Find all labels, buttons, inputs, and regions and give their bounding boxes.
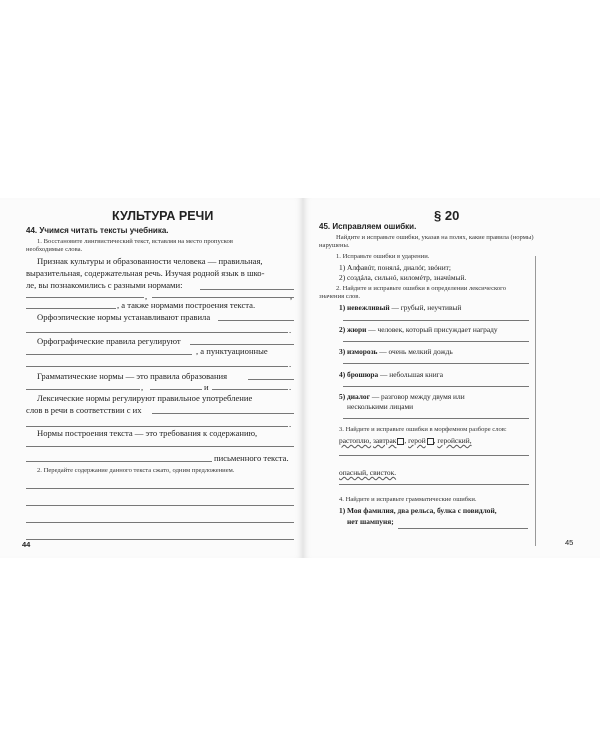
answer-line[interactable] xyxy=(343,363,529,364)
exercise-45-intro: Найдите и исправьте ошибки, указав на полях, какие правила (нормы) xyxy=(336,234,534,241)
text-line: выразительная, содержательная речь. Изучая родной язык в шко- xyxy=(26,268,265,278)
margin-line xyxy=(535,256,536,546)
blank-line[interactable] xyxy=(212,389,288,390)
task1-instruction: 1. Исправьте ошибки в ударении. xyxy=(336,253,430,260)
period: . xyxy=(289,325,292,335)
lexical-item: 1) невежливый — грубый, неучтивый xyxy=(339,303,462,312)
stress-words-1: 1) Алфавúт, понялá, диалóг, звóнит; xyxy=(339,263,451,272)
comma: , xyxy=(141,382,144,392)
blank-line[interactable] xyxy=(248,379,294,380)
blank-line[interactable] xyxy=(26,461,212,462)
task2-instruction: 2. Передайте содержание данного текста сжато, одним предложением. xyxy=(37,467,235,474)
paragraph-header: § 20 xyxy=(434,208,460,223)
exercise-44-title: 44. Учимся читать тексты учебника. xyxy=(26,226,169,235)
blank-line[interactable] xyxy=(26,389,140,390)
task2-instruction-cont: значения слов. xyxy=(319,293,361,300)
blank-line[interactable] xyxy=(26,308,116,309)
text-line: Лексические нормы регулируют правильное употребление xyxy=(37,393,253,403)
text-line: Признак культуры и образованности человека — правильная, xyxy=(37,256,263,266)
lexical-item-cont: несколькими лицами xyxy=(347,402,414,411)
answer-line[interactable] xyxy=(339,484,529,485)
lexical-item: 5) диалог — разговор между двумя или xyxy=(339,392,465,401)
text-line: письменного текста. xyxy=(214,453,289,463)
answer-line[interactable] xyxy=(26,522,294,523)
blank-line[interactable] xyxy=(190,344,294,345)
answer-line[interactable] xyxy=(26,539,294,540)
period: . xyxy=(289,382,292,392)
exercise-45-intro-cont: нарушены. xyxy=(319,242,350,249)
text-line: , а пунктуационные xyxy=(196,346,268,356)
answer-line[interactable] xyxy=(398,528,528,529)
answer-line[interactable] xyxy=(343,320,529,321)
comma: , xyxy=(290,291,293,301)
blank-line[interactable] xyxy=(26,297,144,298)
page-number-left: 44 xyxy=(22,540,31,549)
answer-line[interactable] xyxy=(26,505,294,506)
grammar-item: 1) Моя фамилия, два рельса, булка с повидлой, xyxy=(339,506,497,515)
blank-line[interactable] xyxy=(218,320,294,321)
grammar-item-cont: нет шампуня; xyxy=(347,517,394,526)
task4-instruction: 4. Найдите и исправьте грамматические ошибки. xyxy=(339,496,477,503)
answer-line[interactable] xyxy=(343,386,529,387)
blank-line[interactable] xyxy=(26,332,288,333)
and-word: и xyxy=(204,382,209,392)
answer-line[interactable] xyxy=(26,488,294,489)
comma: , xyxy=(145,291,148,301)
text-line: Орфоэпические нормы устанавливают правила xyxy=(37,312,211,322)
text-line: Грамматические нормы — это правила образования xyxy=(37,371,228,381)
blank-line[interactable] xyxy=(150,389,202,390)
period: . xyxy=(289,359,292,369)
blank-line[interactable] xyxy=(152,297,294,298)
answer-line[interactable] xyxy=(343,341,529,342)
period: . xyxy=(289,419,292,429)
blank-line[interactable] xyxy=(26,446,294,447)
text-line: Орфографические правила регулируют xyxy=(37,336,181,346)
answer-line[interactable] xyxy=(339,455,529,456)
blank-line[interactable] xyxy=(26,354,192,355)
page-number-right: 45 xyxy=(565,538,574,547)
blank-line[interactable] xyxy=(26,426,288,427)
section-header: КУЛЬТУРА РЕЧИ xyxy=(112,209,214,223)
morpheme-words: растоплю, завтрак , герой , геройский, xyxy=(339,436,472,445)
task3-instruction: 3. Найдите и исправьте ошибки в морфемном разборе слов: xyxy=(339,426,507,433)
text-line: ле, вы познакомились с разными нормами: xyxy=(26,280,183,290)
task1-instruction-cont: необходимые слова. xyxy=(26,246,83,253)
task2-instruction: 2. Найдите и исправьте ошибки в определении лексического xyxy=(336,285,507,292)
exercise-45-title: 45. Исправляем ошибки. xyxy=(319,222,417,231)
answer-line[interactable] xyxy=(343,418,529,419)
stress-words-2: 2) создáла, сильнó, киломéтр, значúмый. xyxy=(339,273,467,282)
lexical-item: 2) жюри — человек, который присуждает награду xyxy=(339,325,498,334)
text-line: Нормы построения текста — это требования к содержанию, xyxy=(37,428,258,438)
lexical-item: 3) изморозь — очень мелкий дождь xyxy=(339,347,453,356)
blank-line[interactable] xyxy=(152,413,294,414)
blank-line[interactable] xyxy=(200,289,294,290)
task1-instruction: 1. Восстановите лингвистический текст, вставляя на место пропусков xyxy=(37,238,233,245)
blank-line[interactable] xyxy=(26,366,288,367)
text-line: , а также нормами построения текста. xyxy=(117,300,256,310)
text-line: слов в речи в соответствии с их xyxy=(26,405,142,415)
lexical-item: 4) брошюра — небольшая книга xyxy=(339,370,443,379)
morpheme-words-2: опасный, свисток. xyxy=(339,468,397,477)
